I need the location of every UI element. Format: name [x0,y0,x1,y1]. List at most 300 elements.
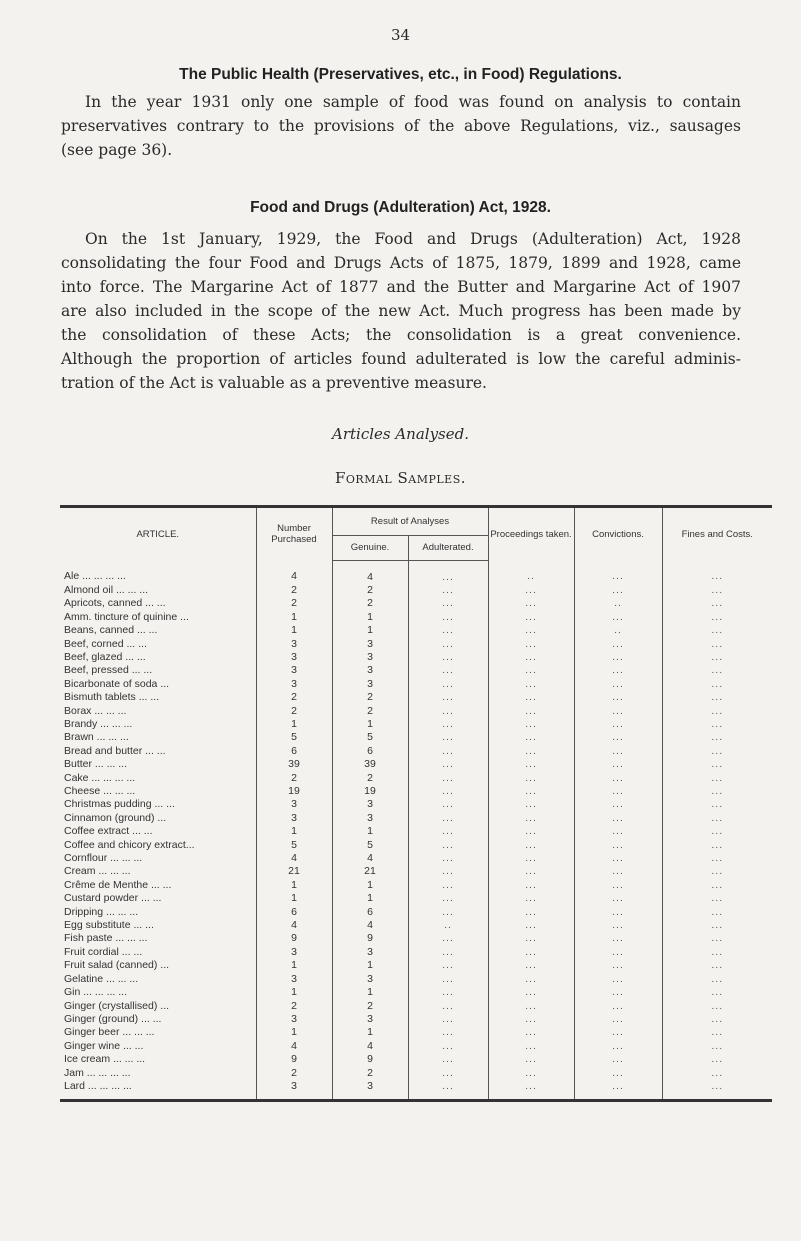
cell-proceedings: ... [488,678,574,691]
cell-convictions: ... [574,758,662,771]
table-row [60,932,772,945]
cell-adulterated: ... [408,718,488,731]
table-row [60,560,772,584]
cell-genuine: 1 [332,892,408,905]
cell-fines-costs: ... [662,1067,772,1080]
cell-number-purchased: 19 [256,785,332,798]
cell-fines-costs: ... [662,745,772,758]
cell-article: Ginger (ground) ... ... [64,1012,162,1025]
table-row [60,611,772,624]
table-row [60,906,772,919]
cell-adulterated: ... [408,986,488,999]
cell-number-purchased: 3 [256,812,332,825]
table-row [60,624,772,637]
header-fines-costs: Fines and Costs. [662,507,772,561]
page-number: 34 [390,26,411,44]
cell-fines-costs: ... [662,651,772,664]
cell-article: Beef, glazed ... ... [64,650,146,663]
cell-adulterated: ... [408,638,488,651]
cell-genuine: 2 [332,1000,408,1013]
cell-number-purchased: 3 [256,1080,332,1101]
cell-convictions: ... [574,825,662,838]
header-article: ARTICLE. [136,528,180,540]
cell-adulterated: ... [408,584,488,597]
cell-convictions: ... [574,919,662,932]
table-row [60,879,772,892]
table-row [60,584,772,597]
cell-number-purchased: 4 [256,1040,332,1053]
cell-genuine: 4 [332,560,408,584]
cell-article: Ice cream ... ... ... [64,1053,146,1066]
table-row [60,718,772,731]
cell-proceedings: ... [488,584,574,597]
cell-number-purchased: 9 [256,1053,332,1066]
cell-convictions: ... [574,798,662,811]
table-row [60,1040,772,1053]
cell-adulterated: ... [408,839,488,852]
cell-number-purchased: 2 [256,1067,332,1080]
cell-convictions: ... [574,1080,662,1101]
cell-convictions: ... [574,946,662,959]
cell-fines-costs: ... [662,772,772,785]
cell-adulterated: ... [408,946,488,959]
cell-convictions: .. [574,597,662,610]
cell-fines-costs: ... [662,812,772,825]
cell-genuine: 1 [332,718,408,731]
cell-fines-costs: ... [662,1053,772,1066]
cell-article: Cream ... ... ... [64,865,131,878]
cell-article: Cinnamon (ground) ... [64,811,167,824]
table-row [60,852,772,865]
cell-number-purchased: 1 [256,986,332,999]
cell-proceedings: ... [488,879,574,892]
paragraph-preservatives [61,90,741,162]
cell-number-purchased: 3 [256,973,332,986]
cell-article: Brandy ... ... ... [64,717,133,730]
cell-convictions: ... [574,691,662,704]
table-row [60,651,772,664]
cell-convictions: ... [574,664,662,677]
cell-convictions: ... [574,812,662,825]
cell-fines-costs: ... [662,785,772,798]
cell-fines-costs: ... [662,691,772,704]
cell-proceedings: ... [488,731,574,744]
cell-convictions: ... [574,932,662,945]
cell-article: Ale ... ... ... ... [64,570,126,583]
cell-number-purchased: 1 [256,1026,332,1039]
cell-adulterated: ... [408,611,488,624]
cell-proceedings: ... [488,906,574,919]
cell-number-purchased: 4 [256,919,332,932]
cell-adulterated: ... [408,745,488,758]
cell-article: Egg substitute ... ... [64,919,154,932]
cell-number-purchased: 21 [256,865,332,878]
cell-number-purchased: 2 [256,584,332,597]
formal-samples-title: Formal Samples. [334,469,466,487]
table-row [60,812,772,825]
cell-genuine: 3 [332,1013,408,1026]
table-row [60,959,772,972]
cell-article: Brawn ... ... ... [64,731,129,744]
table-row [60,839,772,852]
cell-genuine: 2 [332,691,408,704]
cell-genuine: 1 [332,611,408,624]
cell-number-purchased: 2 [256,705,332,718]
cell-adulterated: ... [408,731,488,744]
cell-fines-costs: ... [662,705,772,718]
cell-convictions: ... [574,678,662,691]
table-row [60,705,772,718]
cell-number-purchased: 3 [256,651,332,664]
cell-number-purchased: 3 [256,678,332,691]
cell-article: Jam ... ... ... ... [64,1066,131,1079]
cell-article: Bismuth tablets ... ... [64,691,160,704]
paragraph-line: consolidating the four Food and Drugs Acts of 1875, 1879, 1899 and 1928, came [61,254,741,272]
header-proceedings: Proceedings taken. [488,507,574,561]
cell-proceedings: ... [488,1053,574,1066]
cell-article: Cornflour ... ... ... [64,852,143,865]
cell-proceedings: ... [488,745,574,758]
cell-proceedings: ... [488,986,574,999]
cell-genuine: 1 [332,825,408,838]
cell-genuine: 5 [332,839,408,852]
cell-proceedings: ... [488,959,574,972]
table-row [60,1000,772,1013]
cell-proceedings: ... [488,624,574,637]
cell-genuine: 3 [332,973,408,986]
cell-proceedings: ... [488,932,574,945]
cell-fines-costs: ... [662,1013,772,1026]
cell-genuine: 3 [332,638,408,651]
cell-number-purchased: 3 [256,664,332,677]
cell-proceedings: ... [488,772,574,785]
cell-proceedings: ... [488,852,574,865]
cell-convictions: ... [574,852,662,865]
cell-genuine: 3 [332,946,408,959]
cell-adulterated: ... [408,664,488,677]
cell-number-purchased: 1 [256,959,332,972]
cell-article: Ginger wine ... ... [64,1039,144,1052]
cell-adulterated: ... [408,691,488,704]
cell-convictions: ... [574,1000,662,1013]
cell-proceedings: ... [488,718,574,731]
cell-proceedings: ... [488,597,574,610]
paragraph-line: On the 1st January, 1929, the Food and Drugs (Adulteration) Act, 1928 [85,230,741,248]
cell-genuine: 3 [332,678,408,691]
cell-article: Almond oil ... ... ... [64,583,149,596]
cell-number-purchased: 1 [256,624,332,637]
cell-article: Bicarbonate of soda ... [64,677,170,690]
cell-genuine: 1 [332,959,408,972]
cell-proceedings: ... [488,664,574,677]
cell-fines-costs: ... [662,798,772,811]
samples-table-wrapper [60,505,772,1102]
cell-adulterated: ... [408,624,488,637]
cell-proceedings: ... [488,1080,574,1101]
cell-adulterated: ... [408,560,488,584]
table-row [60,892,772,905]
table-row [60,1067,772,1080]
cell-genuine: 3 [332,1080,408,1101]
cell-convictions: ... [574,1067,662,1080]
cell-fines-costs: ... [662,731,772,744]
cell-adulterated: ... [408,758,488,771]
cell-convictions: ... [574,718,662,731]
paragraph-line: are also included in the scope of the new Act. Much progress has been made by [61,302,741,320]
table-row [60,1026,772,1039]
cell-convictions: ... [574,1026,662,1039]
cell-article: Christmas pudding ... ... [64,798,175,811]
cell-genuine: 4 [332,852,408,865]
cell-adulterated: ... [408,932,488,945]
paragraph-line: preservatives contrary to the provisions of the above Regulations, viz., sausages [61,117,741,135]
table-row [60,638,772,651]
cell-fines-costs: ... [662,664,772,677]
cell-proceedings: ... [488,705,574,718]
cell-article: Fish paste ... ... ... [64,932,148,945]
cell-fines-costs: ... [662,986,772,999]
formal-samples-table [60,505,772,1102]
cell-fines-costs: ... [662,892,772,905]
cell-proceedings: ... [488,812,574,825]
cell-proceedings: ... [488,1040,574,1053]
cell-number-purchased: 1 [256,825,332,838]
cell-article: Lard ... ... ... ... [64,1079,132,1092]
table-row [60,825,772,838]
cell-fines-costs: ... [662,906,772,919]
cell-genuine: 3 [332,798,408,811]
paragraph-line: Although the proportion of articles found adulterated is low the careful adminis- [61,350,741,368]
table-row [60,798,772,811]
cell-proceedings: ... [488,691,574,704]
cell-adulterated: ... [408,812,488,825]
header-adulterated: Adulterated. [408,536,488,560]
cell-article: Custard powder ... ... [64,892,162,905]
table-row [60,919,772,932]
cell-fines-costs: ... [662,1026,772,1039]
cell-proceedings: ... [488,758,574,771]
cell-genuine: 1 [332,624,408,637]
cell-adulterated: ... [408,879,488,892]
cell-convictions: ... [574,1040,662,1053]
cell-number-purchased: 3 [256,638,332,651]
cell-adulterated: ... [408,785,488,798]
cell-proceedings: ... [488,785,574,798]
table-row [60,986,772,999]
cell-proceedings: ... [488,825,574,838]
table-row [60,785,772,798]
cell-proceedings: ... [488,1013,574,1026]
cell-convictions: ... [574,772,662,785]
cell-convictions: ... [574,611,662,624]
cell-proceedings: ... [488,919,574,932]
table-row [60,1013,772,1026]
cell-genuine: 21 [332,865,408,878]
cell-convictions: ... [574,986,662,999]
cell-convictions: ... [574,745,662,758]
cell-adulterated: ... [408,906,488,919]
cell-article: Cheese ... ... ... [64,785,136,797]
table-row [60,1080,772,1101]
cell-proceedings: ... [488,638,574,651]
cell-fines-costs: ... [662,597,772,610]
cell-fines-costs: ... [662,1000,772,1013]
cell-number-purchased: 1 [256,892,332,905]
cell-number-purchased: 3 [256,798,332,811]
table-row [60,772,772,785]
cell-article: Gelatine ... ... ... [64,972,139,985]
cell-number-purchased: 4 [256,852,332,865]
cell-adulterated: .. [408,919,488,932]
cell-number-purchased: 6 [256,906,332,919]
cell-article: Dripping ... ... ... [64,905,139,918]
cell-number-purchased: 3 [256,946,332,959]
cell-genuine: 2 [332,597,408,610]
cell-adulterated: ... [408,1013,488,1026]
cell-fines-costs: ... [662,584,772,597]
cell-adulterated: ... [408,1080,488,1101]
cell-proceedings: .. [488,560,574,584]
cell-convictions: ... [574,651,662,664]
cell-genuine: 2 [332,584,408,597]
cell-article: Beef, pressed ... ... [64,664,153,677]
cell-article: Beans, canned ... ... [64,624,158,637]
cell-convictions: ... [574,906,662,919]
cell-proceedings: ... [488,1067,574,1080]
table-row [60,745,772,758]
cell-adulterated: ... [408,1040,488,1053]
table-row [60,1053,772,1066]
cell-proceedings: ... [488,865,574,878]
cell-number-purchased: 1 [256,718,332,731]
cell-article: Bread and butter ... ... [64,744,166,757]
cell-article: Butter ... ... ... [64,758,128,771]
cell-genuine: 9 [332,1053,408,1066]
table-row [60,691,772,704]
cell-fines-costs: ... [662,959,772,972]
paragraph-food-drugs-act [61,227,741,395]
cell-article: Fruit salad (canned) ... [64,959,170,972]
cell-adulterated: ... [408,597,488,610]
cell-fines-costs: ... [662,624,772,637]
cell-convictions: ... [574,705,662,718]
cell-proceedings: ... [488,973,574,986]
section-heading-food-drugs-act: Food and Drugs (Adulteration) Act, 1928. [250,199,551,216]
cell-article: Borax ... ... ... [64,704,127,717]
cell-genuine: 3 [332,664,408,677]
cell-fines-costs: ... [662,879,772,892]
cell-number-purchased: 2 [256,1000,332,1013]
cell-article: Cake ... ... ... ... [64,771,136,784]
cell-number-purchased: 6 [256,745,332,758]
table-row [60,758,772,771]
cell-number-purchased: 1 [256,879,332,892]
cell-fines-costs: ... [662,946,772,959]
section-heading-preservatives: The Public Health (Preservatives, etc., in Food) Regulations. [179,66,622,83]
cell-adulterated: ... [408,973,488,986]
cell-number-purchased: 2 [256,691,332,704]
table-row [60,731,772,744]
cell-number-purchased: 3 [256,1013,332,1026]
cell-fines-costs: ... [662,758,772,771]
cell-genuine: 6 [332,906,408,919]
cell-adulterated: ... [408,678,488,691]
header-convictions: Convictions. [574,507,662,561]
cell-fines-costs: ... [662,865,772,878]
cell-adulterated: ... [408,865,488,878]
cell-fines-costs: ... [662,560,772,584]
cell-genuine: 4 [332,919,408,932]
cell-proceedings: ... [488,892,574,905]
cell-fines-costs: ... [662,852,772,865]
paragraph-line: (see page 36). [61,141,173,159]
cell-proceedings: ... [488,611,574,624]
cell-proceedings: ... [488,946,574,959]
table-row [60,973,772,986]
cell-adulterated: ... [408,705,488,718]
cell-fines-costs: ... [662,932,772,945]
cell-genuine: 4 [332,1040,408,1053]
cell-article: Crême de Menthe ... ... [64,878,172,891]
cell-number-purchased: 39 [256,758,332,771]
cell-genuine: 19 [332,785,408,798]
cell-fines-costs: ... [662,1080,772,1101]
cell-convictions: ... [574,892,662,905]
cell-convictions: ... [574,731,662,744]
cell-convictions: ... [574,638,662,651]
cell-genuine: 1 [332,879,408,892]
table-row [60,946,772,959]
header-number-purchased: Number Purchased [256,507,332,561]
cell-number-purchased: 5 [256,731,332,744]
table-body [60,560,772,1101]
paragraph-line: In the year 1931 only one sample of food was found on analysis to contain [85,93,741,111]
cell-convictions: ... [574,879,662,892]
articles-analysed-title: Articles Analysed. [331,425,470,443]
cell-convictions: ... [574,839,662,852]
cell-number-purchased: 9 [256,932,332,945]
cell-proceedings: ... [488,651,574,664]
cell-adulterated: ... [408,825,488,838]
cell-fines-costs: ... [662,678,772,691]
cell-adulterated: ... [408,1053,488,1066]
cell-adulterated: ... [408,852,488,865]
cell-proceedings: ... [488,1026,574,1039]
cell-adulterated: ... [408,959,488,972]
header-genuine: Genuine. [332,536,408,560]
cell-fines-costs: ... [662,825,772,838]
cell-genuine: 1 [332,1026,408,1039]
cell-proceedings: ... [488,839,574,852]
cell-convictions: ... [574,560,662,584]
cell-genuine: 3 [332,651,408,664]
cell-fines-costs: ... [662,611,772,624]
paragraph-line: tration of the Act is valuable as a preventive measure. [61,374,487,392]
cell-genuine: 2 [332,705,408,718]
cell-fines-costs: ... [662,919,772,932]
cell-adulterated: ... [408,1067,488,1080]
table-row [60,678,772,691]
cell-adulterated: ... [408,772,488,785]
cell-fines-costs: ... [662,638,772,651]
table-row [60,865,772,878]
cell-convictions: ... [574,584,662,597]
cell-number-purchased: 1 [256,611,332,624]
cell-fines-costs: ... [662,973,772,986]
cell-convictions: ... [574,1053,662,1066]
cell-genuine: 3 [332,812,408,825]
cell-fines-costs: ... [662,718,772,731]
